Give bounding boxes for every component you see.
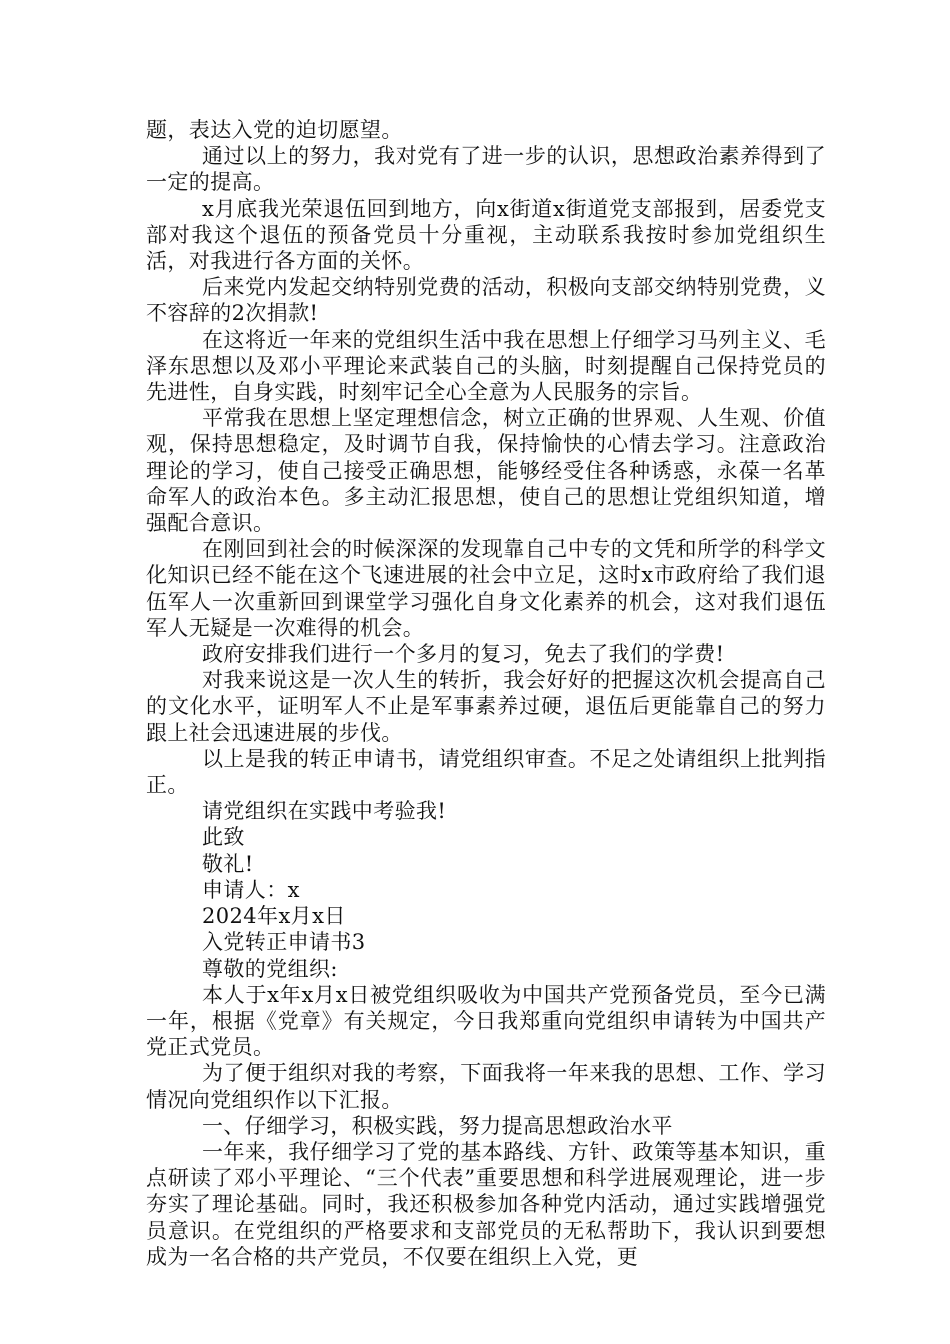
paragraph: 题，表达入党的迫切愿望。 — [146, 118, 403, 142]
document-body — [146, 117, 826, 1270]
closing-salutation: 此致 — [202, 825, 245, 850]
paragraph: 对我来说这是一次人生的转折，我会好好的把握这次机会提高自己的文化水平，证明军人不止是军事素养过硬，退伍后更能靠自己的努力跟上社会迅速进展的步伐。 — [146, 668, 826, 745]
paragraph: 在刚回到社会的时候深深的发现靠自己中专的文凭和所学的科学文化知识已经不能在这个飞速进展的社会中立足，这时x市政府给了我们退伍军人一次重新回到课堂学习强化自身文化素养的机会，这对我们退伍军人无疑是一次难得的机会。 — [146, 537, 826, 640]
paragraph: 平常我在思想上坚定理想信念，树立正确的世界观、人生观、价值观，保持思想稳定，及时调节自我，保持愉快的心情去学习。注意政治理论的学习，使自己接受正确思想，能够经受住各种诱惑，永葆一名革命军人的政治本色。多主动汇报思想，使自己的思想让党组织知道，增强配合意识。 — [146, 406, 826, 536]
applicant-signature: 申请人：x — [202, 877, 300, 902]
paragraph: 通过以上的努力，我对党有了进一步的认识，思想政治素养得到了一定的提高。 — [146, 144, 826, 195]
paragraph: 本人于x年x月x日被党组织吸收为中国共产党预备党员，至今已满一年，根据《党章》有关规定，今日我郑重向党组织申请转为中国共产党正式党员。 — [146, 982, 826, 1060]
application-date: 2024年x月x日 — [202, 904, 346, 929]
greeting: 尊敬的党组织: — [202, 956, 338, 981]
section-title: 入党转正申请书3 — [202, 930, 366, 955]
paragraph: 以上是我的转正申请书，请党组织审查。不足之处请组织上批判指正。 — [146, 746, 826, 798]
paragraph: x月底我光荣退伍回到地方，向x街道x街道党支部报到，居委党支部对我这个退伍的预备党员十分重视，主动联系我按时参加党组织生活，对我进行各方面的关怀。 — [146, 196, 826, 274]
section-heading: 一、仔细学习，积极实践，努力提高思想政治水平 — [202, 1113, 673, 1138]
paragraph: 请党组织在实践中考验我! — [202, 799, 447, 824]
paragraph: 一年来，我仔细学习了党的基本路线、方针、政策等基本知识，重点研读了邓小平理论、“三个代表”重要思想和科学进展观理论，进一步夯实了理论基础。同时，我还积极参加各种党内活动，通过实践增强党员意识。在党组织的严格要求和支部党员的无私帮助下，我认识到要想成为一名合格的共产党员，不仅要在组织上入党，更 — [146, 1139, 826, 1269]
paragraph: 政府安排我们进行一个多月的复习，免去了我们的学费! — [202, 642, 725, 667]
paragraph: 在这将近一年来的党组织生活中我在思想上仔细学习马列主义、毛泽东思想以及邓小平理论来武装自己的头脑，时刻提醒自己保持党员的先进性，自身实践，时刻牢记全心全意为人民服务的宗旨。 — [146, 327, 826, 405]
closing-regards: 敬礼! — [202, 851, 254, 876]
paragraph: 为了便于组织对我的考察，下面我将一年来我的思想、工作、学习情况向党组织作以下汇报。 — [146, 1061, 826, 1112]
paragraph: 后来党内发起交纳特别党费的活动，积极向支部交纳特别党费，义不容辞的2次捐款! — [146, 275, 826, 326]
